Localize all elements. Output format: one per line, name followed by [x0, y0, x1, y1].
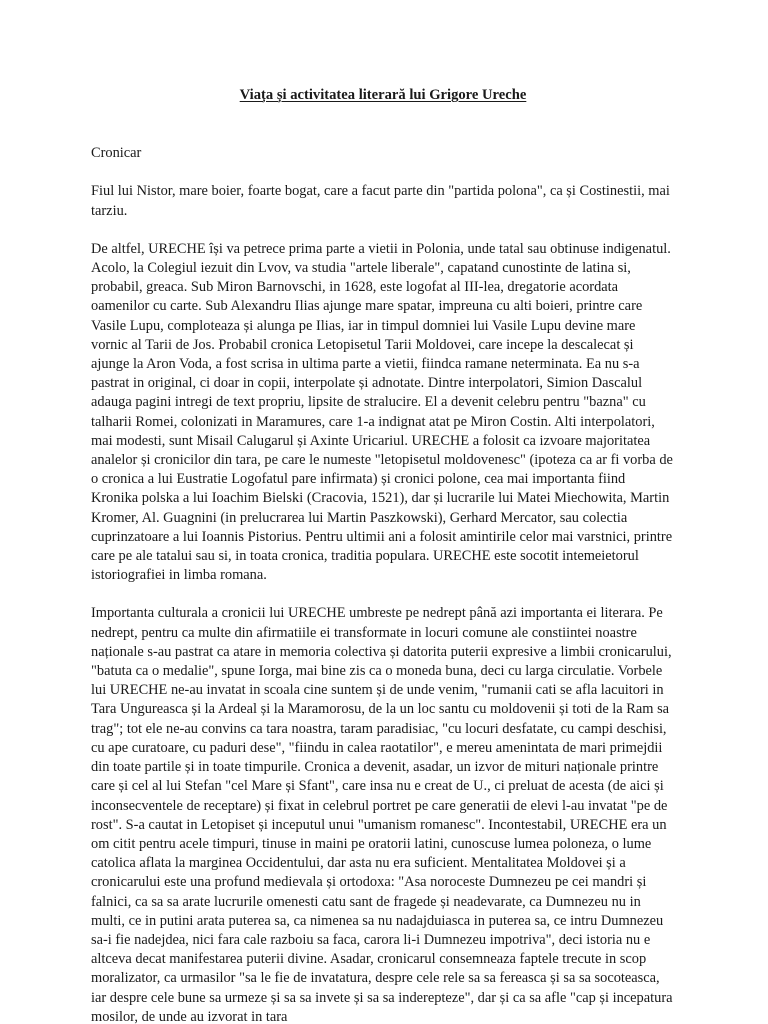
paragraph-biography: De altfel, URECHE își va petrece prima parte a vietii in Polonia, unde tatal sau obtinuse indigenatul. Acolo, la Colegiul iezuit din Lvov, va studia "artele liberale", capatand cunostinte de latina si, probabil, greaca. Sub Miron Barnovschi, in 1628, este logofat al III-lea, dregatorie acordata oamenilor cu carte. Sub Alexandru Ilias ajunge mare spatar, impreuna cu alti boieri, printre care Vasile Lupu, comploteaza și alunga pe Ilias, iar in timpul domniei lui Vasile Lupu devine mare vornic al Tarii de Jos. Probabil cronica Letopisetul Tarii Moldovei, care incepe la descalecat și ajunge la Aron Voda, a fost scrisa in ultima parte a vietii, fiindca ramane neterminata. Ea nu s-a pastrat in original, ci doar in copii, interpolate și adnotate. Dintre interpolatori, Simion Dascalul adauga pagini intregi de text propriu, lipsite de stralucire. El a devenit celebru pentru "bazna" cu talharii Romei, colonizati in Maramures, care 1-a indignat atat pe Miron Costin. Alti interpolatori, mai modesti, sunt Misail Calugarul și Axinte Uricariul. URECHE a folosit ca izvoare majoritatea analelor și cronicilor din tara, pe care le numeste "letopisetul moldovenesc" (ipoteza ca ar fi vorba de o cronica a lui Eustratie Logofatul pare infirmata) și cronici polone, cea mai importanta fiind Kronika polska a lui Ioachim Bielski (Cracovia, 1521), dar și lucrarile lui Matei Miechowita, Martin Kromer, Al. Guagnini (in prelucrarea lui Martin Paszkowski), Gerhard Mercator, sau colectia cuprinzatoare a lui Ioannis Pistorius. Pentru ultimii ani a folosit amintirile celor mai varstnici, printre care pe ale tatalui sau si, in toata cronica, traditia populara. URECHE este socotit intemeietorul istoriografiei in limba romana.	[91, 240, 673, 584]
document-body	[91, 86, 675, 1024]
section-heading: Cronicar	[91, 145, 142, 162]
paragraph-intro: Fiul lui Nistor, mare boier, foarte bogat, care a facut parte din "partida polona", ca și Costinestii, mai tarziu.	[91, 183, 670, 219]
paragraph-importance: Importanta culturala a cronicii lui URECHE umbreste pe nedrept până azi importanta ei literara. Pe nedrept, pentru ca multe din afirmatiile ei transformate in locuri comune ale constiintei noastre naționale s-au pastrat ca atare in memoria colectiva și datorita puterii expresive a limbii cronicarului, "batuta ca o medalie", spune Iorga, mai bine zis ca o moneda buna, deci cu larga circulatie. Vorbele lui URECHE ne-au invatat in scoala cine suntem și de unde venim, "rumanii cati se afla lacuitori in Tara Ungureasca și la Ardeal și la Maramorosu, de la un loc santu cu moldovenii și toti de la Ram sa trag"; tot ele ne-au convins ca tara noastra, taram paradisiac, "cu locuri desfatate, cu campi deschisi, cu ape curatoare, cu paduri dese", "fiindu in calea raotatilor", e mereu amenintata de mari primejdii din toate partile și in toate timpurile. Cronica a devenit, asadar, un izvor de mituri naționale printre care și cel al lui Stefan "cel Mare și Sfant", care insa nu e creat de U., ci preluat de acesta (de aici și inconsecventele de receptare) și fixat in celebrul portret pe care generatii de elevi l-au invatat "pe de rost". S-a cautat in Letopiset și inceputul unui "umanism romanesc". Incontestabil, URECHE era un om citit pentru acele timpuri, tinuse in maini pe oratorii latini, cunoscuse lumea poloneza, o lume catolica aflata la marginea Occidentului, dar asta nu era suficient. Mentalitatea Moldovei și a cronicarului este una profund medievala și ortodoxa: "Asa noroceste Dumnezeu pe cei mandri și falnici, ca sa sa arate lucrurile omenesti catu sant de fragede și neadevarate, ca Dumnezeu nu in multi, ce in putini arata puterea sa, ca nimenea sa nu nadajduiasca in puterea sa, ce intru Dumnezeu sa-i fie nadejdea, nici fara cale razboiu sa faca, carora li-i Dumnezeu impotriva", deci istoria nu e altceva decat manifestarea puterii divine. Asadar, cronicarul consemneaza faptele trecute in scop moralizator, ca urmasilor "sa le fie de invatatura, despre cele rele sa sa fereasca și sa sa socoteasca, iar despre cele bune sa urmeze și sa sa invete și sa sa inderepteze", dar și ca sa afle "cap și incepatura mosilor, de unde au izvorat in tara	[91, 605, 673, 1024]
document-title: Viața și activitatea literară lui Grigore Ureche	[239, 87, 527, 103]
